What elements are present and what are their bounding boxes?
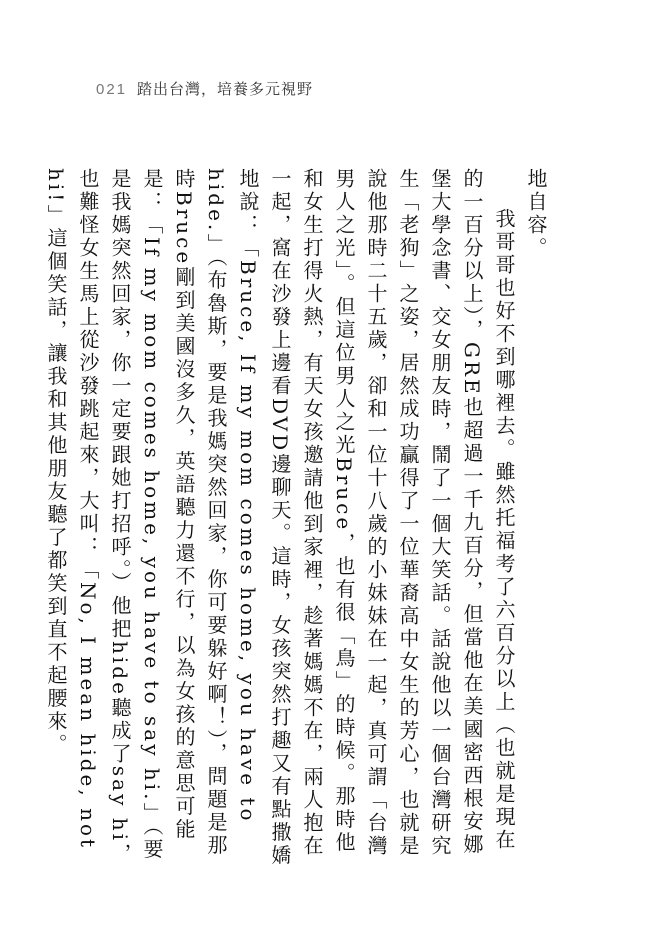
running-title: 踏出台灣，培養多元視野	[137, 80, 314, 98]
paragraph: 我哥哥也好不到哪裡去。雖然托福考了六百分以上（也就是現在的一百分以上），GRE也超過一千九百分，但當他在美國密西根安娜堡大學念書、交女朋友時，鬧了一個大笑話。話說他以一個台灣研究生「老狗」之姿，居然成功贏得了一位華裔高中女生的芳心，也就是說他那時二十五歲，卻和一位十八歲的小妹妹在一起，真可謂「台灣男人之光」。但這位男人之光Bruce，也有很「鳥」的時候。那時他和女生打得火熱，有天女孩邀請他到家裡，趁著媽媽不在，兩人抱在一起，窩在沙發上邊看DVD邊聊天。這時，女孩突然打趣又有點撒嬌地說：「Bruce, If my mom comes home, you have to hide.」（布魯斯，要是我媽突然回家，你可要躲好啊！），問題是那時Bruce剛到美國沒多久，英語聽力還不行，以為女孩的意思可能是：「If my mom comes home, you have to say hi.」（要是我媽突然回家，你一定要跟她打招呼。）他把hide聽成了say hi，也難怪女生馬上從沙發跳起來，大叫：「No, I mean hide, not hi!」這個笑話，讓我和其他朋友聽了都笑到直不起腰來。	[44, 168, 516, 868]
paragraph: 地自容。	[524, 168, 548, 260]
body-text	[44, 168, 552, 868]
page-header	[96, 78, 313, 99]
page-number: 021	[96, 81, 128, 98]
